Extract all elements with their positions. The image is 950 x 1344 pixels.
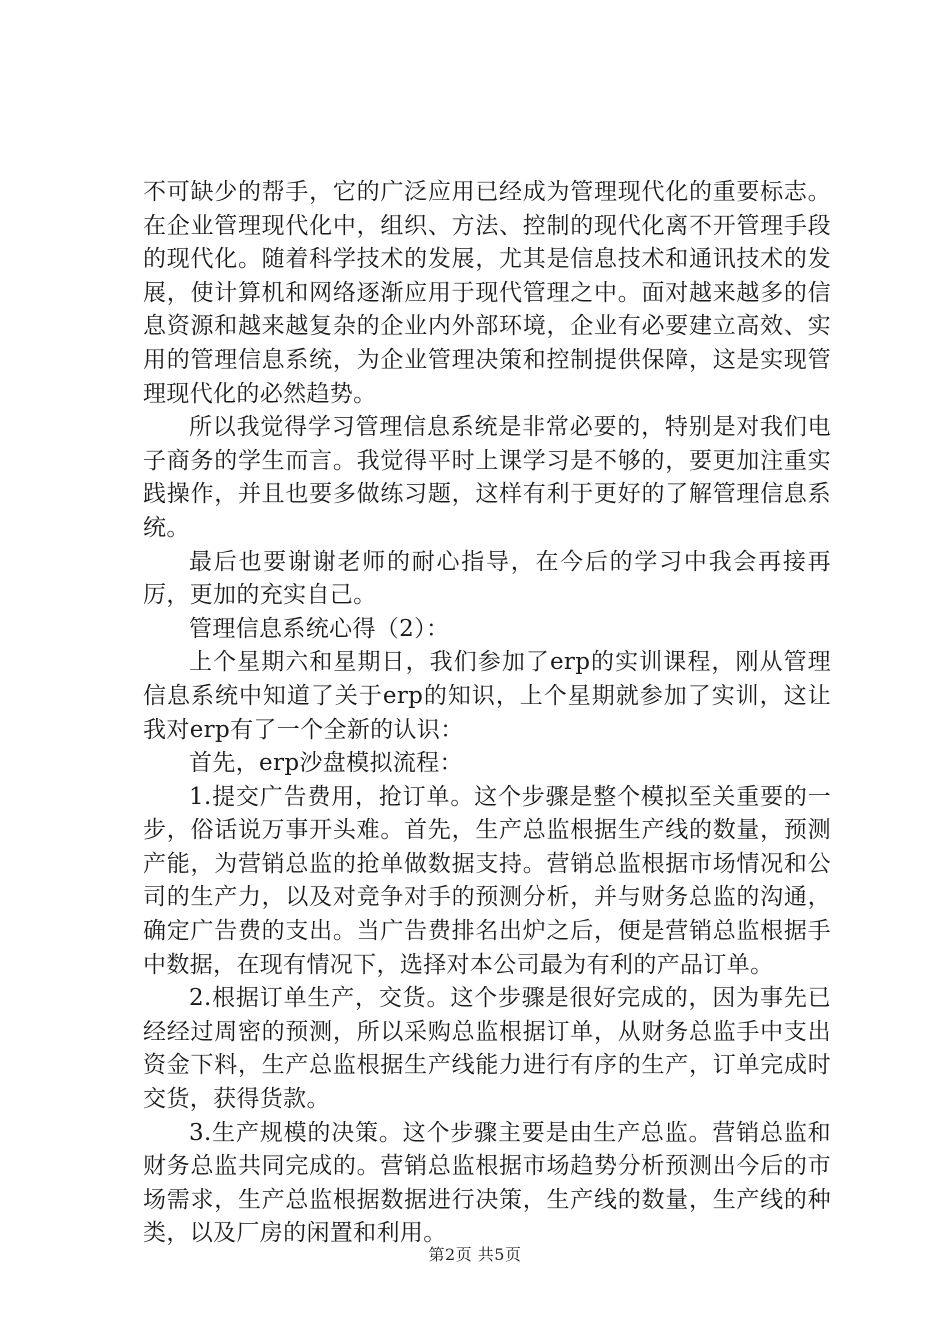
paragraph-thanks: 最后也要谢谢老师的耐心指导，在今后的学习中我会再接再厉，更加的充实自己。 (143, 548, 831, 609)
paragraph-step-1: 1.提交广告费用，抢订单。这个步骤是整个模拟至关重要的一步，俗话说万事开头难。首先，生产总监根据生产线的数量，预测产能，为营销总监的抢单做数据支持。营销总监根据市场情况和公司的生产力，以及对竞争对手的预测分析，并与财务总监的沟通，确定广告费的支出。当广告费排名出炉之后，便是营销总监根据手中数据，在现有情况下，选择对本公司最为有利的产品订单。 (143, 783, 831, 978)
paragraph-step-2: 2.根据订单生产，交货。这个步骤是很好完成的，因为事先已经经过周密的预测，所以采购总监根据订单，从财务总监手中支出资金下料，生产总监根据生产线能力进行有序的生产，订单完成时交货，获得货款。 (143, 985, 831, 1113)
page-number-footer: 第2页 共5页 (428, 1245, 522, 1264)
paragraph-erp-process-heading: 首先，erp沙盘模拟流程： (189, 750, 463, 777)
paragraph-conclusion: 所以我觉得学习管理信息系统是非常必要的，特别是对我们电子商务的学生而言。我觉得平时上课学习是不够的，要更加注重实践操作，并且也要多做练习题，这样有利于更好的了解管理信息系统。 (143, 414, 831, 541)
paragraph-step-3: 3.生产规模的决策。这个步骤主要是由生产总监。营销总监和财务总监共同完成的。营销总监根据市场趋势分析预测出今后的市场需求，生产总监根据数据进行决策，生产线的数量，生产线的种类，以及厂房的闲置和利用。 (143, 1119, 831, 1247)
section-heading: 管理信息系统心得（2）： (189, 615, 450, 642)
document-body (143, 176, 831, 1251)
paragraph-intro-continuation: 不可缺少的帮手，它的广泛应用已经成为管理现代化的重要标志。在企业管理现代化中，组织、方法、控制的现代化离不开管理手段的现代化。随着科学技术的发展，尤其是信息技术和通讯技术的发展，使计算机和网络逐渐应用于现代管理之中。面对越来越多的信息资源和越来越复杂的企业内外部环境，企业有必要建立高效、实用的管理信息系统，为企业管理决策和控制提供保障，这是实现管理现代化的必然趋势。 (143, 179, 831, 407)
paragraph-erp-intro: 上个星期六和星期日，我们参加了erp的实训课程，刚从管理信息系统中知道了关于erp的知识，上个星期就参加了实训，这让我对erp有了一个全新的认识： (143, 649, 831, 743)
